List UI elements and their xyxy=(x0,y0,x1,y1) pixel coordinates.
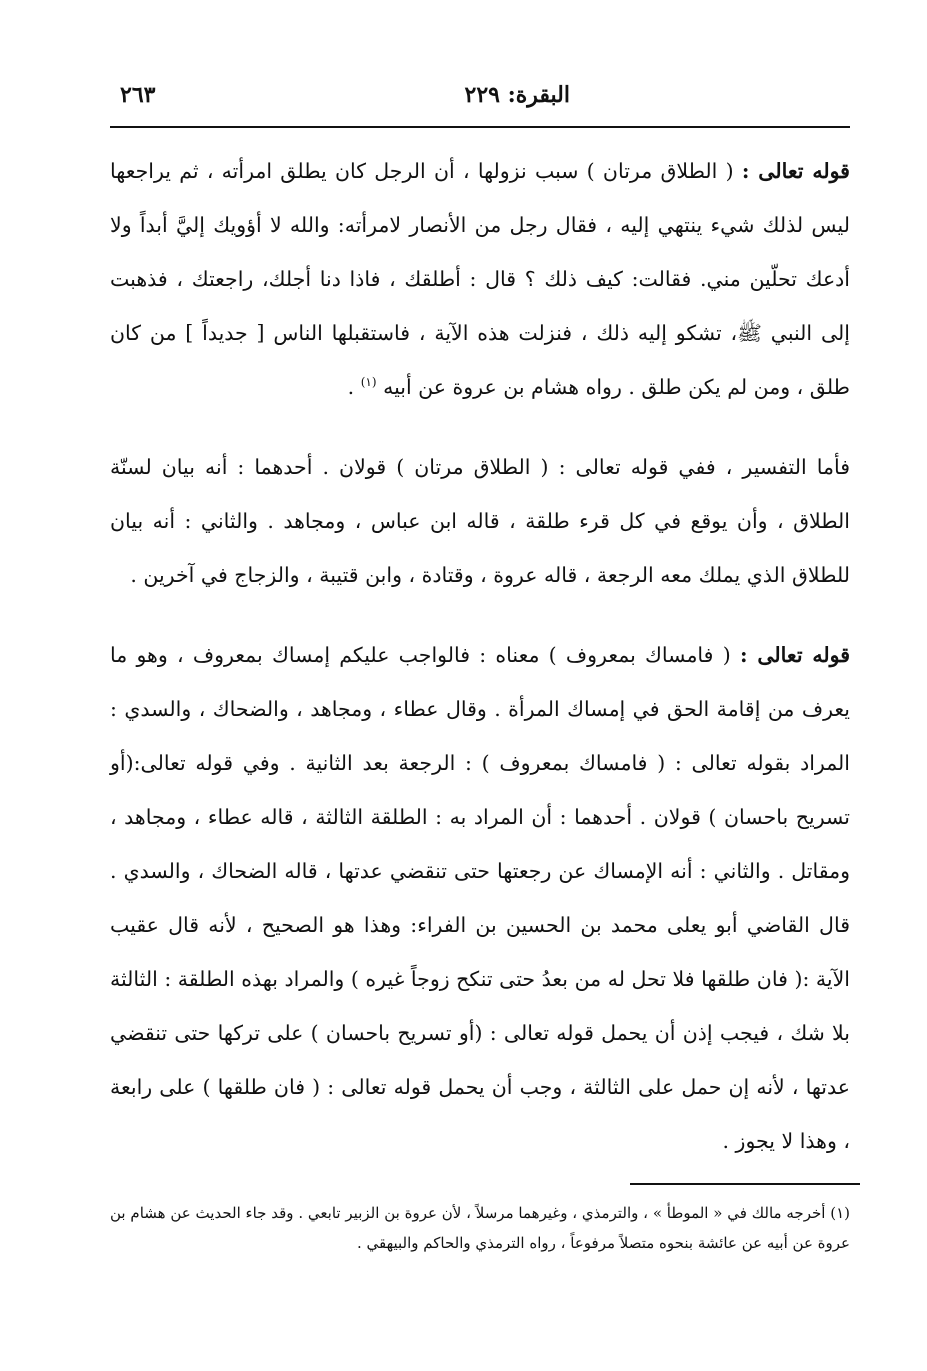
paragraph-3-text: ( فامساك بمعروف ) معناه : فالواجب عليكم إمساك بمعروف ، وهو ما يعرف من إقامة الحق في إمساك المرأة . وقال عطاء ، ومجاهد ، والضحاك ، والسدي : المراد بقوله تعالى : ( فامساك بمعروف ) : الرجعة بعد الثانية . وفي قوله تعالى:(أو تسريح باحسان ) قولان . أحدهما : أن المراد به : الطلقة الثالثة ، قاله عطاء ، ومجاهد ، ومقاتل . والثاني : أنه الإمساك عن رجعتها حتى تنقضي عدتها ، قاله الضحاك ، والسدي . قال القاضي أبو يعلى محمد بن الحسين بن الفراء: وهذا هو الصحيح ، لأنه قال عقيب الآية :( فان طلقها فلا تحل له من بعدُ حتى تنكح زوجاً غيره ) والمراد بهذه الطلقة : الثالثة بلا شك ، فيجب إذن أن يحمل قوله تعالى : (أو تسريح باحسان ) على تركها حتى تنقضي عدتها ، لأنه إن حمل على الثالثة ، وجب أن يحمل قوله تعالى : ( فان طلقها ) على رابعة ، وهذا لا يجوز . xyxy=(110,643,850,1153)
surah-verse-reference: البقرة: ٢٢٩ xyxy=(464,82,570,108)
paragraph-1-tail: . xyxy=(347,375,361,399)
footnote-reference-1: (١) xyxy=(360,375,377,390)
running-header xyxy=(110,82,820,122)
paragraph-2-text: فأما التفسير ، ففي قوله تعالى : ( الطلاق مرتان ) قولان . أحدهما : أنه بيان لسنّة الطلاق ، وأن يوقع في كل قرء طلقة ، قاله ابن عباس ، ومجاهد . والثاني : أنه بيان للطلاق الذي يملك معه الرجعة ، قاله عروة ، وقتادة ، وابن قتيبة ، والزجاج في آخرين . xyxy=(110,455,850,587)
header-divider xyxy=(110,126,850,128)
paragraph-1-lead: قوله تعالى : xyxy=(741,159,850,183)
paragraph-3-lead: قوله تعالى : xyxy=(739,643,850,667)
paragraph-1 xyxy=(110,144,850,414)
footnotes-section xyxy=(110,1198,850,1258)
main-text xyxy=(110,144,850,1168)
footnote-1: (١) أخرجه مالك في « الموطأ » ، والترمذي ، وغيرهما مرسلاً ، لأن عروة بن الزبير تابعي . وقد جاء الحديث عن هشام بن عروة عن أبيه عن عائشة بنحوه متصلاً مرفوعاً ، رواه الترمذي والحاكم والبيهقي . xyxy=(110,1204,850,1252)
paragraph-1-text: ( الطلاق مرتان ) سبب نزولها ، أن الرجل كان يطلق امرأته ، ثم يراجعها ليس لذلك شيء ينتهي إليه ، فقال رجل من الأنصار لامرأته: والله لا أؤويك إليَّ أبداً ولا أدعك تحلّين مني. فقالت: كيف ذلك ؟ قال : أطلقك ، فاذا دنا أجلك، راجعتك ، فذهبت إلى النبي ﷺ، تشكو إليه ذلك ، فنزلت هذه الآية ، فاستقبلها الناس [ جديداً ] من كان طلق ، ومن لم يكن طلق . رواه هشام بن عروة عن أبيه xyxy=(110,159,850,399)
footnote-divider xyxy=(630,1183,860,1185)
paragraph-2 xyxy=(110,440,850,602)
page-number: ٢٦٣ xyxy=(120,82,156,108)
paragraph-3 xyxy=(110,628,850,1168)
